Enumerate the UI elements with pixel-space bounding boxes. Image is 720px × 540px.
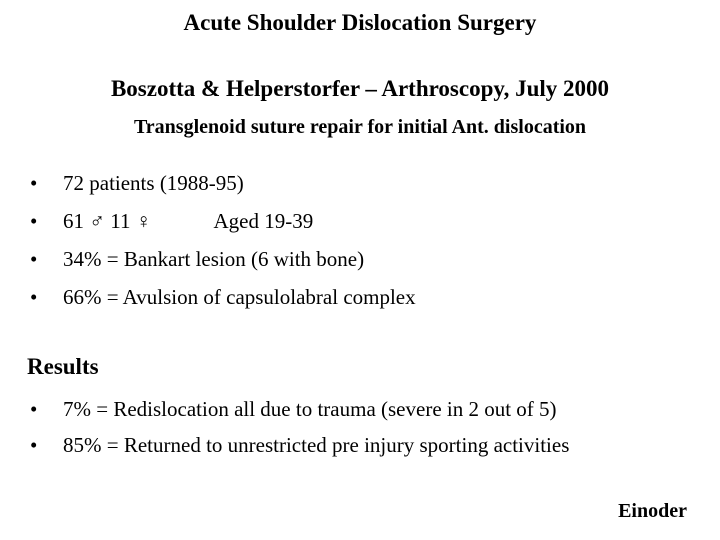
- slide-title: Acute Shoulder Dislocation Surgery: [183, 10, 537, 35]
- bullet-item-patients: [30, 164, 416, 202]
- bullet-item-avulsion: [30, 278, 416, 316]
- bullet-text: 72 patients (1988-95): [63, 171, 244, 195]
- bullet-item-returned: [30, 427, 569, 463]
- results-heading: Results: [27, 354, 99, 379]
- bullet-item-redislocation: [30, 391, 569, 427]
- slide-subheading: Transglenoid suture repair for initial Ant. dislocation: [133, 116, 587, 138]
- bullet-text: 34% = Bankart lesion (6 with bone): [63, 247, 365, 271]
- slide-subtitle: Boszotta & Helperstorfer – Arthroscopy, July 2000: [110, 76, 610, 101]
- intro-bullet-list: [30, 164, 416, 316]
- bullet-text: 85% = Returned to unrestricted pre injury sporting activities: [63, 433, 570, 457]
- bullet-text: 7% = Redislocation all due to trauma (severe in 2 out of 5): [63, 397, 557, 421]
- results-bullet-list: [30, 391, 569, 463]
- bullet-text: 66% = Avulsion of capsulolabral complex: [63, 285, 416, 309]
- bullet-text-age: Aged 19-39: [213, 209, 314, 233]
- footer-author: Einoder: [618, 500, 687, 522]
- bullet-text-gender: 61 ♂ 11 ♀: [63, 209, 152, 233]
- bullet-item-bankart: [30, 240, 416, 278]
- bullet-item-gender-age: [30, 202, 416, 240]
